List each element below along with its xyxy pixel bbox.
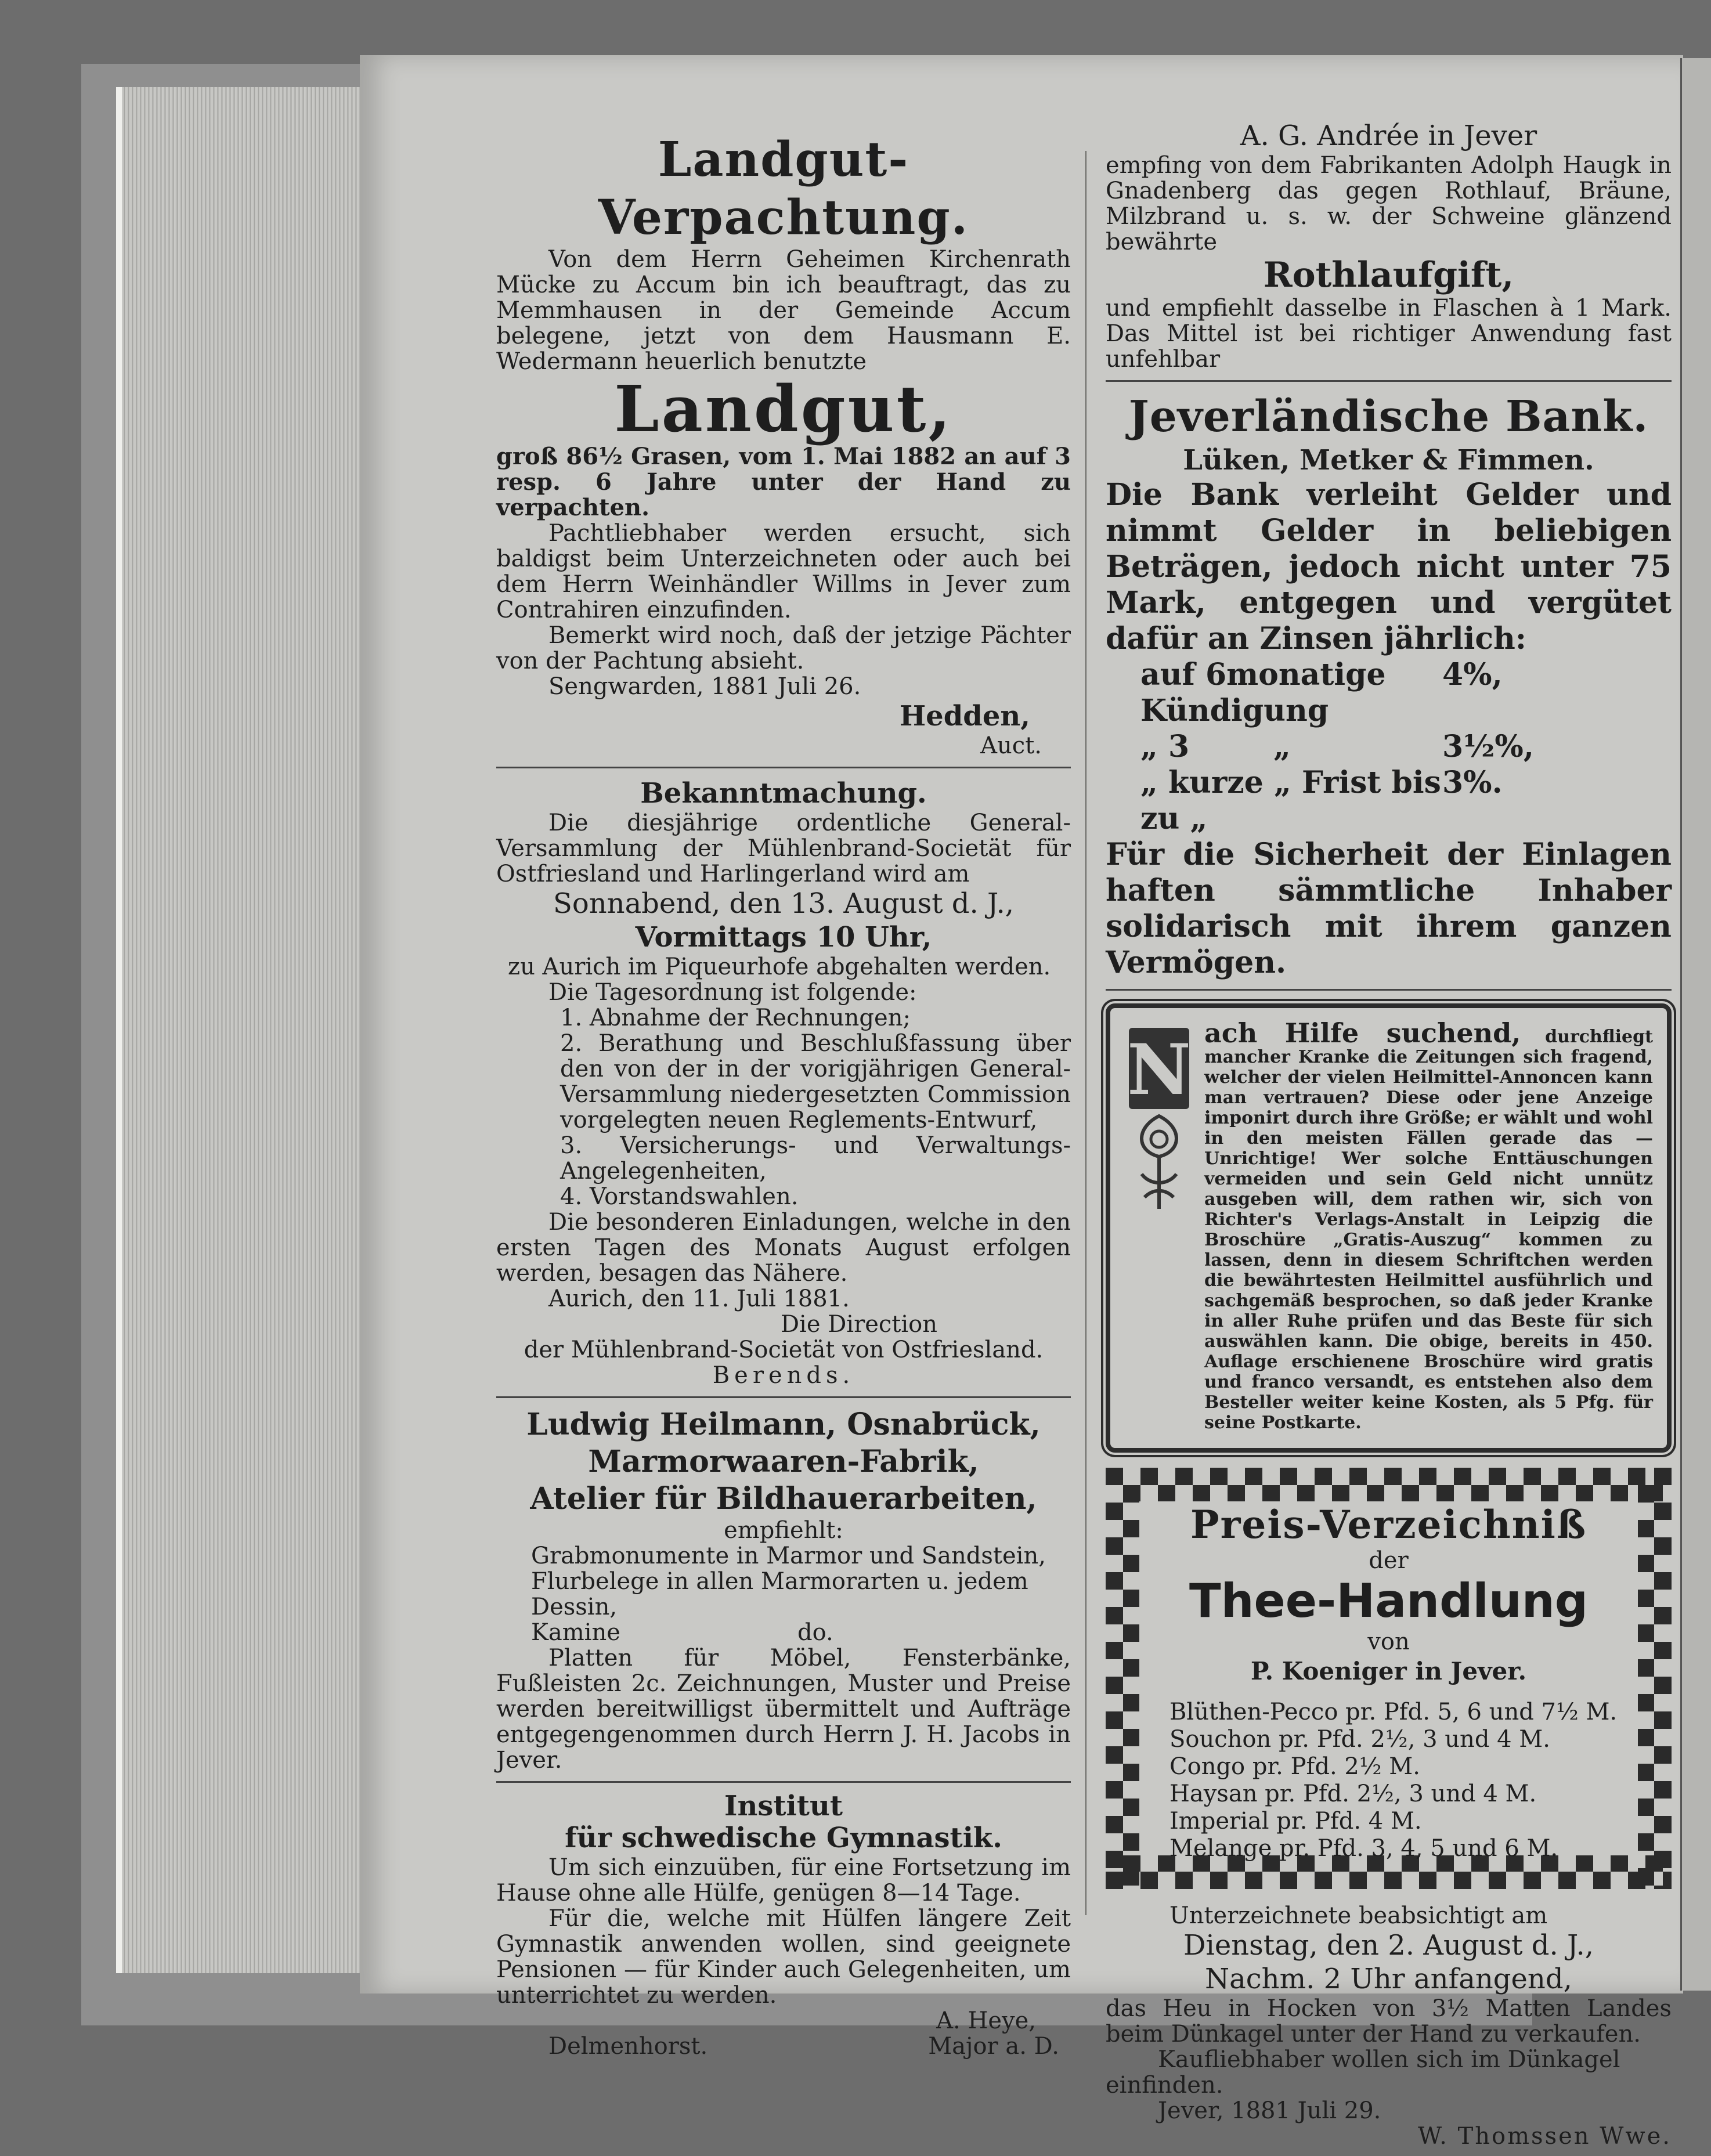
bekannt-agenda-intro: Die Tagesordnung ist folgende: [548,979,917,1006]
divider [1106,989,1672,991]
heu-signer: W. Thomssen Wwe. [1418,2123,1672,2150]
rate-term: auf 6monatige Kündigung [1140,657,1386,728]
right-column [1106,119,1672,2156]
bank-rate-row [1106,765,1672,837]
price-row: Congo pr. Pfd. 2½ M. [1169,1753,1420,1780]
institut-p2: Für die, welche mit Hülfen längere Zeit Gymnastik anwenden wollen, sind geeignete Pensionen — für Kinder auch Gelegenheiten, um unterrichtet zu werden. [496,1905,1071,2009]
bekannt-place: zu Aurich im Piqueurhofe abgehalten werden. [508,954,1051,980]
heilmann-recommends: empfiehlt: [724,1517,843,1544]
divider [496,767,1071,768]
ornament-initial [1124,1023,1194,1433]
agenda-item: 4. Vorstandswahlen. [560,1183,799,1210]
hilfe-lead: ach Hilfe suchend, [1204,1017,1521,1049]
landgut-signer: Hedden, [899,700,1030,732]
institut-p1: Um sich einzuüben, für eine Fortsetzung im Hause ohne alle Hülfe, genügen 8—14 Tage. [496,1854,1071,1906]
heu-p1: das Heu in Hocken von 3½ Matten Landes beim Dünkagel unter der Hand zu verkaufen. [1106,1995,1672,2047]
institut-signature-row [496,2034,1071,2059]
hilfe-text: durchfliegt mancher Kranke die Zeitungen sich fragend, welcher der vielen Heilmittel-Annoncen kann man vertrauen? Diese oder jene Anzeige imponirt durch ihre Größe; er wählt und wohl in den meisten Fällen gerade das — Unrichtige! Wer solche Enttäuschungen vermeiden und sein Geld nicht unnütz ausgeben will, dem rathen wir, sich von Richter's Verlags-Anstalt in Leipzig die Broschüre „Gratis-Auszug“ kommen zu lassen, denn in diesem Schriftchen werden die bewährtesten Heilmittel ausführlich und sachgemäß besprochen, so daß jeder Kranke in aller Ruhe prüfen und das Beste für sich auswählen kann. Die obige, bereits in 450. Auflage erschienene Broschüre wird gratis und franco versandt, es entstehen also dem Besteller weiter keine Kosten, als 5 Pfg. für seine Postkarte. [1204,1027,1653,1433]
institut-rank: Major a. D. [928,2033,1059,2060]
rate-term: „ 3 „ [1140,729,1291,764]
price-row: Souchon pr. Pfd. 2½, 3 und 4 M. [1169,1726,1550,1753]
landgut-ad [496,131,1071,759]
thee-ad [1106,1468,1672,1889]
heu-time: Nachm. 2 Uhr anfangend, [1205,1963,1572,1995]
decorative-initial-icon [1124,1023,1194,1215]
bekannt-title: Bekanntmachung. [640,777,927,810]
institut-ad [496,1791,1071,2059]
bank-rate-row [1106,657,1672,729]
landgut-size: groß 86½ Grasen, vom 1. Mai 1882 an auf 3 resp. 6 Jahre unter der Hand zu verpachten. [496,443,1071,521]
bank-ad [1106,390,1672,981]
thee-title: Preis-Verzeichniß [1190,1502,1587,1547]
price-row: Imperial pr. Pfd. 4 M. [1169,1808,1422,1834]
andree-title: A. G. Andrée in Jever [1240,120,1537,152]
thee-von: von [1367,1628,1410,1655]
bank-rate-row [1106,729,1672,765]
landgut-signer-title: Auct. [980,732,1042,759]
bekannt-sig1: Die Direction [780,1311,938,1338]
bank-title: Jeverländische Bank. [1128,392,1649,442]
landgut-p2: Pachtliebhaber werden ersucht, sich baldigst beim Unterzeichneten oder auch bei dem Herrn Weinhändler Willms in Jever zum Contrahiren einzufinden. [496,520,1071,623]
institut-title1: Institut [724,1790,843,1822]
next-page-edge [1680,58,1711,1991]
bekannt-sig3: Berends. [712,1362,855,1389]
bekannt-place-date: Aurich, den 11. Juli 1881. [548,1285,850,1312]
thee-owner: P. Koeniger in Jever. [1250,1657,1527,1685]
landgut-title: Landgut-Verpachtung. [598,132,969,245]
rate-term: „ kurze „ Frist bis zu „ [1140,765,1441,836]
heu-date: Dienstag, den 2. August d. J., [1183,1929,1594,1962]
heu-ad [1106,1903,1672,2149]
agenda-item: 2. Berathung und Beschlußfassung über den von der in der vorigjährigen General-Versammlung niedergesetzten Commission vorgelegten neuen Reglements-Entwurf, [560,1030,1071,1133]
institut-place: Delmenhorst. [548,2033,708,2060]
landgut-p3: Bemerkt wird noch, daß der jetzige Pächter von der Pachtung absieht. [496,622,1071,674]
divider [496,1781,1071,1783]
divider [1106,380,1672,382]
rate-value: 3%. [1442,765,1503,800]
rate-value: 4%, [1442,657,1503,692]
institut-title2: für schwedische Gymnastik. [565,1822,1002,1854]
heu-place-date: Jever, 1881 Juli 29. [1158,2097,1381,2124]
bekannt-intro: Die diesjährige ordentliche General-Versammlung der Mühlenbrand-Societät für Ostfriesland und Harlingerland wird am [496,810,1071,887]
thee-der: der [1369,1547,1409,1574]
thee-firm: Thee-Handlung [1189,1574,1588,1628]
landgut-big: Landgut, [614,371,953,446]
heilmann-item: Kamine do. [531,1619,833,1646]
andree-product: Rothlaufgift, [1263,255,1514,295]
heilmann-item: Grabmonumente in Marmor und Sandstein, [531,1543,1046,1569]
heilmann-line3: Atelier für Bildhauerarbeiten, [530,1481,1037,1516]
heu-p2: Kaufliebhaber wollen sich im Dünkagel einfinden. [1106,2046,1620,2099]
bank-p1: Die Bank verleiht Gelder und nimmt Gelder in beliebigen Beträgen, jedoch nicht unter 75 Mark, entgegen und vergütet dafür an Zinsen jährlich: [1106,477,1672,656]
divider [496,1396,1071,1398]
heilmann-line1: Ludwig Heilmann, Osnabrück, [526,1407,1041,1442]
agenda-item: 3. Versicherungs- und Verwaltungs-Angelegenheiten, [560,1132,1071,1184]
bank-partners: Lüken, Metker & Fimmen. [1183,444,1594,476]
heilmann-line2: Marmorwaaren-Fabrik, [588,1444,979,1479]
heilmann-item: Flurbelege in allen Marmorarten u. jedem Dessin, [531,1568,1028,1620]
heilmann-ad [496,1406,1071,1773]
andree-ad [1106,119,1672,372]
bekannt-p-after: Die besonderen Einladungen, welche in den ersten Tagen des Monats August erfolgen werden, besagen das Nähere. [496,1209,1071,1287]
price-row: Melange pr. Pfd. 3, 4, 5 und 6 M. [1169,1835,1558,1862]
heilmann-p2: Platten für Möbel, Fensterbänke, Fußleisten 2c. Zeichnungen, Muster und Preise werden bereitwilligst übermittelt und Aufträge entgegengenommen durch Herrn J. H. Jacobs in Jever. [496,1645,1071,1774]
bekannt-time-line: Vormittags 10 Uhr, [635,921,932,954]
bekanntmachung-ad [496,777,1071,1388]
institut-signer: A. Heye, [936,2007,1036,2034]
initial-letter: N [1127,1029,1191,1111]
price-row: Blüthen-Pecco pr. Pfd. 5, 6 und 7½ M. [1169,1699,1618,1725]
hilfe-text-block [1204,1017,1653,1433]
column-rule [1085,151,1086,1915]
landgut-place-date: Sengwarden, 1881 Juli 26. [548,673,861,700]
bekannt-sig2: der Mühlenbrand-Societät von Ostfriesland. [524,1337,1044,1363]
rate-value: 3½%, [1442,729,1534,764]
landgut-intro: Von dem Herrn Geheimen Kirchenrath Mücke zu Accum bin ich beauftragt, das zu Memmhausen in der Gemeinde Accum belegene, jetzt von dem Hausmann E. Wedermann heuerlich benutzte [496,246,1071,375]
andree-p1: empfing von dem Fabrikanten Adolph Haugk in Gnadenberg das gegen Rothlauf, Bräune, Milzbrand u. s. w. der Schweine glänzend bewährte [1106,152,1672,255]
agenda-item: 1. Abnahme der Rechnungen; [560,1005,911,1031]
bekannt-date-line: Sonnabend, den 13. August d. J., [553,887,1015,920]
heu-intro: Unterzeichnete beabsichtigt am [1169,1902,1548,1929]
andree-p2: und empfiehlt dasselbe in Flaschen à 1 Mark. Das Mittel ist bei richtiger Anwendung fast unfehlbar [1106,295,1672,373]
price-row: Haysan pr. Pfd. 2½, 3 und 4 M. [1169,1781,1537,1807]
hilfe-ad [1106,1003,1672,1453]
left-column [496,131,1071,2066]
bank-p2: Für die Sicherheit der Einlagen haften sämmtliche Inhaber solidarisch mit ihrem ganzen Vermögen. [1106,837,1672,980]
